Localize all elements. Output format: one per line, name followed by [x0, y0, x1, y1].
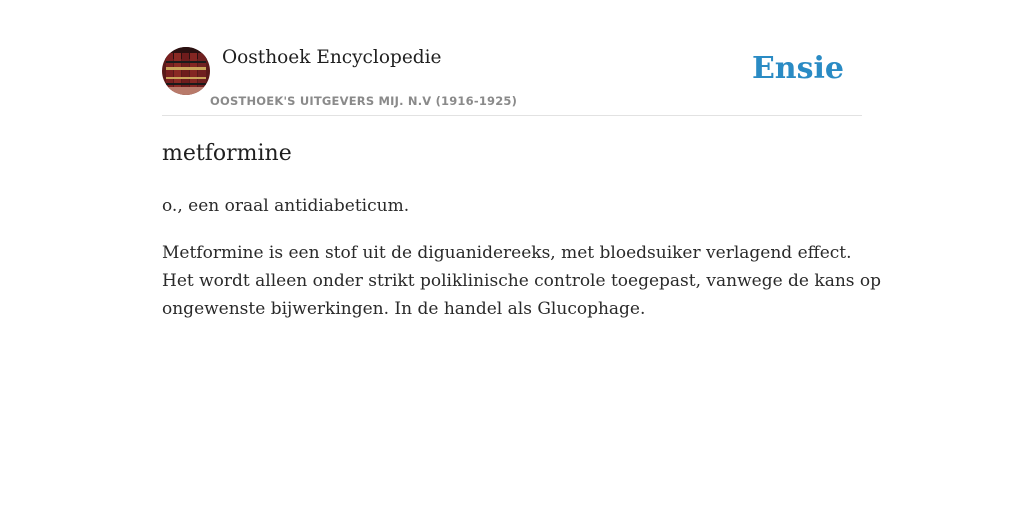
entry-title: metformine — [162, 141, 292, 166]
encyclopedia-books-icon — [162, 47, 210, 95]
entry-body-line: ongewenste bijwerkingen. In de handel als Glucophage. — [162, 299, 646, 319]
entry-definition: o., een oraal antidiabeticum. — [162, 196, 410, 216]
source-publisher: OOSTHOEK'S UITGEVERS MIJ. N.V (1916-1925) — [210, 94, 518, 108]
source-title-link[interactable]: Oosthoek Encyclopedie — [222, 47, 442, 68]
ensie-logo-link[interactable]: Ensie — [751, 51, 844, 86]
entry-body-line: Het wordt alleen onder strikt poliklinische controle toegepast, vanwege de kans op — [162, 271, 882, 291]
source-avatar[interactable] — [162, 47, 210, 95]
page-content — [162, 0, 882, 319]
entry-body — [162, 239, 882, 323]
source-header — [162, 0, 862, 116]
entry-body-line: Metformine is een stof uit de diguanidereeks, met bloedsuiker verlagend effect. — [162, 243, 852, 263]
